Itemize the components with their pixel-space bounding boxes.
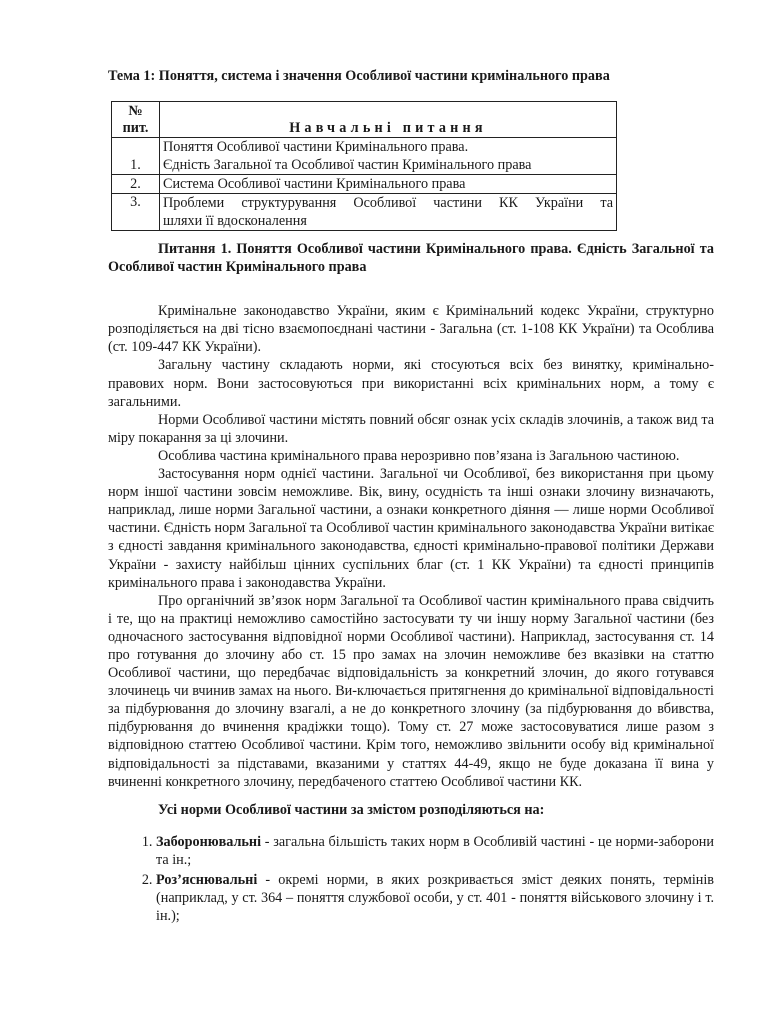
question-line: Проблеми структурування Особливої частини КК України та <box>163 195 613 211</box>
table-row <box>112 138 617 175</box>
paragraph: Кримінальне законодавство України, яким є Кримінальний кодекс України, структурно розподіляється на дві тісно взаємопоєднані частини - Загальна (ст. 1-108 КК України) та Особлива (ст. 109-447 КК України). <box>108 303 714 356</box>
question-text <box>160 194 617 231</box>
norm-type-term: Роз’яснювальні <box>156 872 258 888</box>
paragraph: Загальну частину складають норми, які стосуються всіх без винятку, кримінально-правових норм. Вони застосовуються при використанні всіх кримінальних норм, а тому є загальними. <box>108 357 714 410</box>
table-row <box>112 175 617 194</box>
norm-type-text: - загальна більшість таких норм в Особливій частині - це норми-заборони та ін.; <box>156 833 714 868</box>
paragraph: Про органічний зв’язок норм Загальної та Особливої частин кримінального права свідчить і те, що на практиці неможливо самостійно застосувати ту чи іншу норму Загальної частини (без одночасного застосування відповідної норми Особливої частини). Наприклад, застосування ст. 14 про готування до злочину або ст. 15 про замах на злочин неможливе без вказівки на статтю Особливої частини, що передбачає відповідальність за конкретний злочин, до якого готувався злочинець чи вчинив замах на нього. Ви-ключається притягнення до кримінальної відповідальності за підбурювання до злочину взагалі, а не до конкретного злочину (за підбурювання до вбивства, підбурювання до вчинення крадіжки тощо). Тому ст. 27 може застосовуватися лише разом з відповідною статтею Особливої частини. Крім того, неможливо звільнити особу від кримінальної відповідальності за підставами, вказаними у статтях 44-49, якщо не буде доказана її вина у вчиненні конкретного злочину, передбаченого статтею Особливої частини КК. <box>108 592 714 790</box>
norm-type-text: - окремі норми, в яких розкривається зміст деяких понять, термінів (наприклад, у ст. 364 – поняття службової особи, у ст. 401 - поняття військового злочину і т. ін.); <box>156 872 714 925</box>
header-study-questions: Навчальні питання <box>160 102 617 138</box>
header-question-number: № пит. <box>112 102 160 138</box>
norms-summary-heading: Усі норми Особливої частини за змістом розподіляються на: <box>158 801 545 818</box>
question-text <box>160 138 617 175</box>
table-header-row <box>112 102 617 138</box>
norm-types-list <box>108 833 714 925</box>
list-item <box>156 833 714 869</box>
question-line: Єдність Загальної та Особливої частин Кримінального права <box>163 157 532 173</box>
paragraph: Норми Особливої частини містять повний обсяг ознак усіх складів злочинів, а також вид та міру покарання за ці злочини. <box>108 411 714 446</box>
question-line: Система Особливої частини Кримінального права <box>163 176 466 192</box>
question-number: 2. <box>112 175 160 194</box>
paragraph: Застосування норм однієї частини. Загальної чи Особливої, без використання при цьому норм іншої частини зовсім неможливе. Вік, вину, осудність та інші ознаки злочину визначають, наприклад, лише норми Загальної частини, а ознаки конкретного діяння — лише норми Особливої частини. Єдність норм Загальної та Особливої частин кримінального законодавства України витікає з єдності завдання кримінального законодавства, єдності кримінально-правової політики Держави України - захисту найбільш цінних суспільних благ (ст. 1 КК України) та єдності принципів кримінального права і законодавства України. <box>108 466 714 591</box>
paragraph: Особлива частина кримінального права нерозривно пов’язана із Загальною частиною. <box>158 447 680 464</box>
table-row <box>112 194 617 231</box>
topic-title: Тема 1: Поняття, система і значення Особливої частини кримінального права <box>108 68 610 84</box>
question-line: Поняття Особливої частини Кримінального права. <box>163 139 469 155</box>
question-heading: Питання 1. Поняття Особливої частини Кримінального права. Єдність Загальної та Особливої частин Кримінального права <box>108 241 714 276</box>
question-text <box>160 175 617 194</box>
question-number: 1. <box>112 138 160 175</box>
document-body <box>108 240 714 927</box>
norm-type-term: Заборонювальні <box>156 833 262 850</box>
question-number: 3. <box>112 194 160 231</box>
question-line: шляхи її вдосконалення <box>163 213 307 229</box>
list-item <box>156 871 714 925</box>
study-questions-table <box>111 101 617 231</box>
